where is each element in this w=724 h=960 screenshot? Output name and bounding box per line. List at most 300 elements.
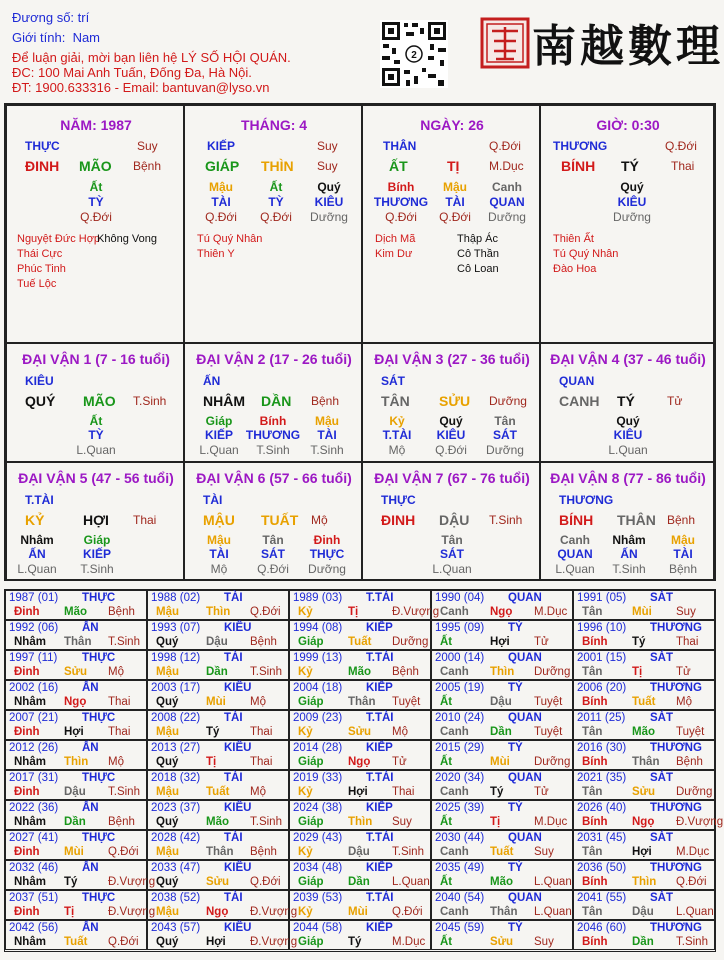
year-state: T.Sinh <box>108 636 140 648</box>
year-can: Ất <box>440 816 453 828</box>
contact-line-3: ĐT: 1900.633316 - Email: bantuvan@lyso.vn <box>12 80 270 95</box>
year-can: Ất <box>440 936 453 948</box>
year-label: 1991 (05) <box>577 592 627 604</box>
year-chi: Tý <box>206 726 220 738</box>
hidden-god: THƯƠNG <box>245 428 301 442</box>
hidden-can: Quý <box>620 180 644 194</box>
year-cell[interactable] <box>5 680 147 710</box>
year-label: 2002 (16) <box>9 682 59 694</box>
year-label: 2046 (60) <box>577 922 627 934</box>
year-cell[interactable] <box>5 620 147 650</box>
dai-van-title: ĐẠI VẬN 1 (7 - 16 tuổi) <box>22 351 170 367</box>
year-cell[interactable] <box>431 770 573 800</box>
year-cell[interactable] <box>5 920 147 950</box>
star: Phúc Tinh <box>17 263 66 275</box>
dai-van-title: ĐẠI VẬN 3 (27 - 36 tuổi) <box>374 351 530 367</box>
year-state: Q.Đới <box>108 846 139 858</box>
hidden-god: ẤN <box>620 547 638 561</box>
dai-van-can: MẬU <box>203 512 235 528</box>
dai-van-chi: HỢI <box>83 512 109 528</box>
year-state: Suy <box>534 846 554 858</box>
year-label: 2001 (15) <box>577 652 627 664</box>
hidden-rel: L.Quan <box>76 443 116 457</box>
year-god: KIẾP <box>366 802 393 814</box>
year-label: 2030 (44) <box>435 832 485 844</box>
hidden-rel: Q.Đới <box>435 443 467 457</box>
hidden-rel: Dưỡng <box>310 210 348 224</box>
dai-van-title: ĐẠI VẬN 8 (77 - 86 tuổi) <box>550 470 706 486</box>
year-label: 2036 (50) <box>577 862 627 874</box>
year-god: QUAN <box>508 652 542 664</box>
hidden-god: TÀI <box>317 428 337 442</box>
star: Cô Thần <box>457 248 499 260</box>
year-cell[interactable] <box>5 830 147 860</box>
hidden-god: KIÊU <box>314 195 344 209</box>
year-god: T.TÀI <box>366 832 394 844</box>
hidden-can: Quý <box>616 414 640 428</box>
year-state: Tử <box>534 786 549 798</box>
year-chi: Hợi <box>64 726 84 738</box>
hidden-god: SÁT <box>493 428 517 442</box>
year-chi: Tuất <box>64 936 88 948</box>
year-can: Đinh <box>14 906 40 918</box>
hidden-rel: Dưỡng <box>308 562 346 576</box>
year-label: 2032 (46) <box>9 862 59 874</box>
year-cell[interactable] <box>573 620 715 650</box>
pillar-state: Q.Đới <box>489 139 521 153</box>
year-god: SÁT <box>650 592 673 604</box>
year-chi: Dậu <box>206 636 228 648</box>
year-cell[interactable] <box>147 770 289 800</box>
year-can: Tân <box>582 906 603 918</box>
year-can: Giáp <box>298 696 324 708</box>
year-label: 1988 (02) <box>151 592 201 604</box>
year-cell[interactable] <box>573 770 715 800</box>
year-chi: Tị <box>632 666 643 678</box>
hidden-can: Tân <box>262 533 284 547</box>
year-can: Bính <box>582 696 608 708</box>
year-state: Đ.Vượng <box>108 906 156 918</box>
year-cell[interactable] <box>147 620 289 650</box>
year-chi: Thân <box>632 756 660 768</box>
year-state: T.Sinh <box>392 846 424 858</box>
hidden-god: KIÊU <box>436 428 466 442</box>
year-cell[interactable] <box>573 680 715 710</box>
year-god: ẤN <box>82 742 99 754</box>
year-state: T.Sinh <box>250 666 282 678</box>
hidden-can: Bính <box>259 414 287 428</box>
year-state: Thai <box>250 756 273 768</box>
year-cell[interactable] <box>147 920 298 950</box>
year-cell[interactable] <box>573 710 715 740</box>
dai-van-state: Bệnh <box>667 513 696 527</box>
year-can: Tân <box>582 786 603 798</box>
year-can: Giáp <box>298 756 324 768</box>
year-state: L.Quan <box>534 906 572 918</box>
year-cell[interactable] <box>289 830 431 860</box>
year-can: Tân <box>582 666 603 678</box>
year-cell[interactable] <box>431 650 573 680</box>
year-god: QUAN <box>508 892 542 904</box>
year-can: Mậu <box>156 906 179 918</box>
year-can: Nhâm <box>14 876 46 888</box>
pillar-day <box>362 105 540 343</box>
year-label: 2031 (45) <box>577 832 627 844</box>
hidden-can: Nhâm <box>612 533 646 547</box>
pillar-chi: THÌN <box>261 158 294 174</box>
year-chi: Tuất <box>490 846 514 858</box>
hidden-rel: Dưỡng <box>488 210 526 224</box>
hidden-can: Giáp <box>83 533 111 547</box>
dai-van-8 <box>540 462 714 581</box>
year-label: 2028 (42) <box>151 832 201 844</box>
year-god: ẤN <box>82 802 99 814</box>
hidden-rel: T.Sinh <box>256 443 290 457</box>
star: Thập Ác <box>457 233 498 245</box>
year-god: KIÊU <box>224 922 252 934</box>
year-cell[interactable] <box>431 710 573 740</box>
year-can: Đinh <box>14 606 40 618</box>
year-god: KIẾP <box>366 622 393 634</box>
dai-van-state: T.Sinh <box>489 513 523 527</box>
year-state: Đ.Vượng <box>676 816 724 828</box>
year-cell[interactable] <box>289 770 431 800</box>
year-chi: Ngọ <box>348 756 371 768</box>
year-god: TỲ <box>508 742 523 754</box>
hidden-can: Mậu <box>209 180 233 194</box>
qr-code-icon[interactable] <box>380 20 448 88</box>
hidden-rel: Q.Đới <box>260 210 292 224</box>
year-cell[interactable] <box>289 800 431 830</box>
hidden-can: Quý <box>439 414 463 428</box>
year-label: 2009 (23) <box>293 712 343 724</box>
year-chi: Dậu <box>632 906 654 918</box>
hidden-can: Canh <box>560 533 590 547</box>
star: Thiên Y <box>197 248 235 260</box>
year-cell[interactable] <box>5 650 147 680</box>
year-label: 2007 (21) <box>9 712 59 724</box>
year-can: Mậu <box>156 666 179 678</box>
pillar-chi: TỊ <box>447 158 460 174</box>
pillar-can: ẤT <box>389 158 408 174</box>
year-cell[interactable] <box>431 590 573 620</box>
year-chi: Hợi <box>206 936 226 948</box>
hidden-god: TỲ <box>88 428 104 442</box>
year-chi: Thìn <box>206 606 231 618</box>
year-label: 1994 (08) <box>293 622 343 634</box>
year-cell[interactable] <box>289 860 431 890</box>
year-god: TÀI <box>224 832 243 844</box>
year-label: 2008 (22) <box>151 712 201 724</box>
year-label: 2014 (28) <box>293 742 343 754</box>
year-state: M.Dục <box>392 936 426 948</box>
year-cell[interactable] <box>147 710 289 740</box>
dai-van-chi: MÃO <box>83 393 116 409</box>
year-god: ẤN <box>82 922 99 934</box>
hidden-god: KIẾP <box>82 547 112 561</box>
hidden-god: ẤN <box>28 547 46 561</box>
dai-van-7 <box>362 462 540 581</box>
hidden-god: T.TÀI <box>382 428 412 442</box>
dai-van-4 <box>540 343 714 462</box>
year-god: TÀI <box>224 592 243 604</box>
year-state: L.Quan <box>676 906 714 918</box>
year-can: Bính <box>582 756 608 768</box>
hidden-rel: T.Sinh <box>612 562 646 576</box>
year-chi: Ngọ <box>206 906 229 918</box>
hidden-rel: T.Sinh <box>80 562 114 576</box>
pillar-month <box>184 105 362 343</box>
year-label: 1987 (01) <box>9 592 59 604</box>
year-label: 2025 (39) <box>435 802 485 814</box>
year-state: Mộ <box>676 696 692 708</box>
hidden-god: SÁT <box>261 547 285 561</box>
year-can: Mậu <box>156 786 179 798</box>
dai-van-2 <box>184 343 362 462</box>
dai-van-god: THỰC <box>381 493 416 507</box>
year-can: Đinh <box>14 666 40 678</box>
hidden-can: Ất <box>269 180 283 194</box>
dai-van-god: THƯƠNG <box>559 493 614 507</box>
year-can: Đinh <box>14 726 40 738</box>
year-state: Q.Đới <box>392 906 423 918</box>
year-cell[interactable] <box>289 710 431 740</box>
pillar-god: THỰC <box>25 139 60 153</box>
pillar-chi-state: M.Dục <box>489 159 524 173</box>
hidden-god: TÀI <box>211 195 231 209</box>
year-cell[interactable] <box>5 740 147 770</box>
star: Thiên Ất <box>553 233 594 245</box>
year-label: 2015 (29) <box>435 742 485 754</box>
dai-van-chi: SỬU <box>439 393 471 409</box>
year-cell[interactable] <box>573 890 715 920</box>
year-chi: Thìn <box>64 756 89 768</box>
year-cell[interactable] <box>5 710 147 740</box>
year-chi: Mùi <box>490 756 510 768</box>
year-chi: Sửu <box>490 936 514 948</box>
star: Không Vong <box>97 233 157 245</box>
year-cell[interactable] <box>289 740 431 770</box>
year-cell[interactable] <box>431 620 573 650</box>
red-seal-stamp <box>480 17 530 69</box>
year-cell[interactable] <box>5 800 147 830</box>
hidden-rel: Q.Đới <box>439 210 471 224</box>
year-chi: Mão <box>490 876 513 888</box>
year-god: KIÊU <box>224 622 252 634</box>
year-chi: Thìn <box>632 876 657 888</box>
year-state: Tuyệt <box>534 726 563 738</box>
year-label: 2022 (36) <box>9 802 59 814</box>
year-cell[interactable] <box>147 680 289 710</box>
star: Kim Dư <box>375 248 413 260</box>
year-god: THƯƠNG <box>650 742 702 754</box>
year-cell[interactable] <box>147 590 289 620</box>
year-cell[interactable] <box>573 830 715 860</box>
pillar-god: THÂN <box>383 139 417 153</box>
year-cell[interactable] <box>147 800 289 830</box>
year-cell[interactable] <box>431 800 573 830</box>
year-god: TỲ <box>508 622 523 634</box>
year-label: 2004 (18) <box>293 682 343 694</box>
year-god: THỰC <box>82 712 116 724</box>
year-label: 2040 (54) <box>435 892 485 904</box>
year-cell[interactable] <box>289 920 431 950</box>
year-can: Giáp <box>298 636 324 648</box>
contact-line-2: ĐC: 100 Mai Anh Tuấn, Đống Đa, Hà Nội. <box>12 65 252 80</box>
hidden-god: KIÊU <box>617 195 647 209</box>
year-can: Ất <box>440 696 453 708</box>
year-cell[interactable] <box>147 890 298 920</box>
year-god: T.TÀI <box>366 652 394 664</box>
year-can: Mậu <box>156 606 179 618</box>
year-god: TÀI <box>224 772 243 784</box>
year-label: 2026 (40) <box>577 802 627 814</box>
year-cell[interactable] <box>147 740 289 770</box>
year-god: SÁT <box>650 712 673 724</box>
year-state: Bệnh <box>108 606 135 618</box>
year-state: Suy <box>392 816 412 828</box>
header <box>0 0 724 100</box>
year-cell[interactable] <box>289 620 431 650</box>
year-cell[interactable] <box>431 920 573 950</box>
year-label: 2000 (14) <box>435 652 485 664</box>
hidden-rel: Q.Đới <box>385 210 417 224</box>
year-god: KIẾP <box>366 682 393 694</box>
star: Tuế Lộc <box>17 278 57 290</box>
year-chi: Hợi <box>348 786 368 798</box>
year-chi: Tị <box>64 906 75 918</box>
year-chi: Dần <box>632 936 654 948</box>
hidden-can: Kỷ <box>389 414 405 428</box>
year-god: TỲ <box>508 862 523 874</box>
contact-line-1: Để luận giải, mời bạn liên hệ LÝ SỐ HỘI QUÁN. <box>12 50 291 65</box>
year-chi: Mão <box>632 726 655 738</box>
year-label: 2037 (51) <box>9 892 59 904</box>
year-god: SÁT <box>650 652 673 664</box>
year-label: 2045 (59) <box>435 922 485 934</box>
year-chi: Ngọ <box>64 696 87 708</box>
year-can: Nhâm <box>14 636 46 648</box>
year-state: Bệnh <box>392 666 419 678</box>
year-state: M.Dục <box>534 816 568 828</box>
year-god: THỰC <box>82 592 116 604</box>
dai-van-chi: TÝ <box>617 393 635 409</box>
year-label: 2039 (53) <box>293 892 343 904</box>
dai-van-6 <box>184 462 362 581</box>
year-cell[interactable] <box>289 890 431 920</box>
year-cell[interactable] <box>431 860 573 890</box>
year-state: Dưỡng <box>676 786 713 798</box>
year-chi: Tuất <box>348 636 372 648</box>
pillar-can: GIÁP <box>205 158 240 174</box>
hidden-rel: Q.Đới <box>80 210 112 224</box>
dai-van-1 <box>6 343 184 462</box>
year-state: Thai <box>250 726 273 738</box>
year-god: THƯƠNG <box>650 862 702 874</box>
year-cell[interactable] <box>147 830 289 860</box>
hidden-can: Ất <box>89 414 103 428</box>
year-chi: Thìn <box>490 666 515 678</box>
year-label: 2042 (56) <box>9 922 59 934</box>
hidden-can: Mậu <box>207 533 231 547</box>
year-cell[interactable] <box>431 890 573 920</box>
year-state: T.Sinh <box>108 786 140 798</box>
year-chi: Sửu <box>632 786 656 798</box>
year-chi: Mão <box>348 666 371 678</box>
year-cell[interactable] <box>5 770 147 800</box>
year-cell[interactable] <box>5 590 147 620</box>
year-cell[interactable] <box>289 590 440 620</box>
year-cell[interactable] <box>573 860 715 890</box>
year-cell[interactable] <box>5 890 156 920</box>
person-name-line: Đương số: trí <box>12 10 90 25</box>
year-chi: Ngọ <box>490 606 513 618</box>
year-can: Ất <box>440 876 453 888</box>
year-can: Giáp <box>298 876 324 888</box>
year-cell[interactable] <box>573 650 715 680</box>
pillar-can: BÍNH <box>561 158 596 174</box>
year-cell[interactable] <box>5 860 156 890</box>
star: Đào Hoa <box>553 263 597 275</box>
year-cell[interactable] <box>573 920 715 950</box>
year-label: 1995 (09) <box>435 622 485 634</box>
hidden-can: Ất <box>89 180 103 194</box>
hidden-can: Giáp <box>205 414 233 428</box>
year-state: Mộ <box>108 756 124 768</box>
year-chi: Tý <box>632 636 646 648</box>
year-god: T.TÀI <box>366 712 394 724</box>
year-label: 2011 (25) <box>577 712 626 724</box>
year-cell[interactable] <box>573 590 715 620</box>
pillar-chi-state: Thai <box>671 159 695 173</box>
year-god: THƯƠNG <box>650 622 702 634</box>
year-god: TỲ <box>508 802 523 814</box>
dai-van-chi: DẦN <box>261 393 292 409</box>
year-god: TỲ <box>508 682 523 694</box>
year-label: 2013 (27) <box>151 742 201 754</box>
year-god: THƯƠNG <box>650 802 702 814</box>
year-god: SÁT <box>650 892 673 904</box>
pillar-title: NGÀY: 26 <box>420 117 484 133</box>
dai-van-can: QUÝ <box>25 393 56 409</box>
hidden-god: TỲ <box>88 195 104 209</box>
year-state: Tử <box>676 666 691 678</box>
year-cell[interactable] <box>289 680 431 710</box>
pillar-chi: TÝ <box>621 158 639 174</box>
year-can: Bính <box>582 936 608 948</box>
year-cell[interactable] <box>289 650 431 680</box>
pillar-chi-state: Bệnh <box>133 159 162 173</box>
year-chi: Tuất <box>632 696 656 708</box>
year-cell[interactable] <box>573 740 715 770</box>
year-state: Dưỡng <box>534 756 571 768</box>
year-cell[interactable] <box>431 680 573 710</box>
year-can: Nhâm <box>14 936 46 948</box>
year-god: KIÊU <box>224 742 252 754</box>
year-label: 1996 (10) <box>577 622 627 634</box>
hidden-god: TỲ <box>268 195 284 209</box>
year-label: 2018 (32) <box>151 772 201 784</box>
year-cell[interactable] <box>431 740 573 770</box>
year-chi: Tý <box>348 936 362 948</box>
year-chi: Hợi <box>632 846 652 858</box>
year-cell[interactable] <box>573 800 724 830</box>
star: Cô Loan <box>457 263 499 275</box>
year-cell[interactable] <box>147 650 289 680</box>
dai-van-3 <box>362 343 540 462</box>
year-cell[interactable] <box>431 830 573 860</box>
year-cell[interactable] <box>147 860 289 890</box>
